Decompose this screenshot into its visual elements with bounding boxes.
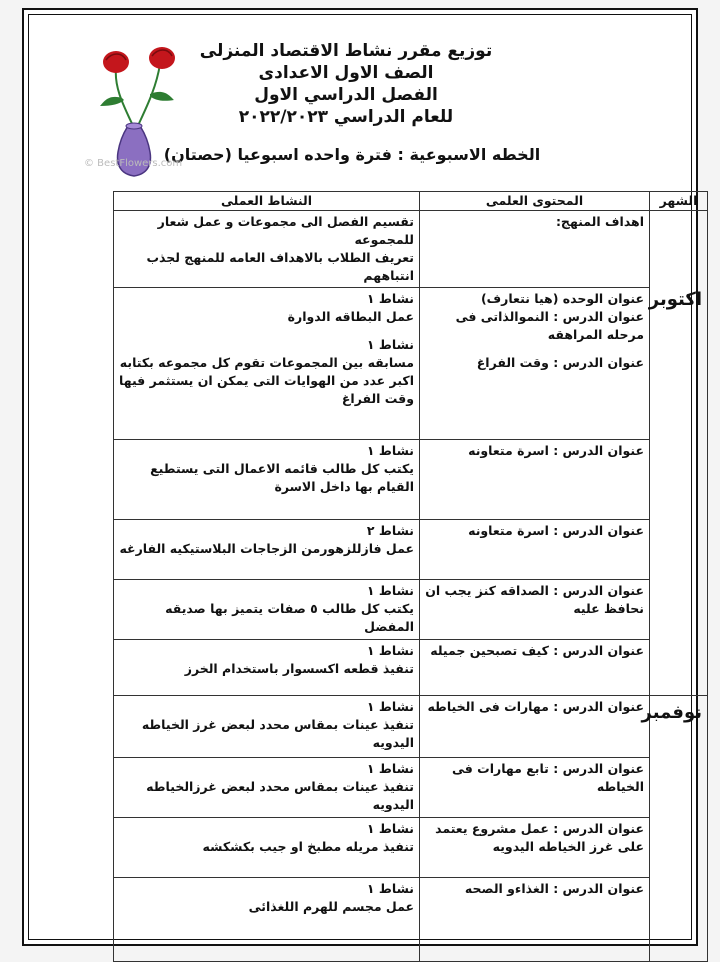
table-row bbox=[114, 520, 708, 580]
content-cell bbox=[420, 440, 650, 520]
content-line: عنوان الوحده (هيا نتعارف) bbox=[480, 291, 644, 306]
activity-cell bbox=[114, 440, 420, 520]
activity-number: نشاط ١ bbox=[366, 291, 414, 306]
document-page bbox=[22, 8, 702, 946]
content-line: عنوان الدرس : اسرة متعاونه bbox=[468, 523, 644, 538]
table-row bbox=[114, 580, 708, 640]
table-row bbox=[114, 211, 708, 288]
content-cell bbox=[420, 640, 650, 696]
content-cell bbox=[420, 211, 650, 288]
table-row bbox=[114, 878, 708, 962]
activity-line: مسابقه بين المجموعات تقوم كل مجموعه بكتابه اكبر عدد من الهوايات التى يمكن ان يستثمر فيها وقت الفراغ bbox=[119, 355, 414, 406]
activity-line: عمل فازللزهورمن الزجاجات البلاستيكيه الفارغه bbox=[119, 541, 414, 556]
content-cell bbox=[420, 758, 650, 818]
activity-line: تعريف الطلاب بالاهداف العامه للمنهج لجذب انتباههم bbox=[146, 250, 414, 283]
activity-number: نشاط ١ bbox=[366, 337, 414, 352]
table-header-row bbox=[114, 192, 708, 211]
content-cell bbox=[420, 696, 650, 758]
content-line: عنوان الدرس : تابع مهارات فى الخياطه bbox=[451, 761, 644, 794]
content-line: عنوان الدرس : وقت الفراغ bbox=[476, 355, 644, 370]
content-line: عنوان الدرس : الغذاءو الصحه bbox=[464, 881, 644, 896]
table-row bbox=[114, 288, 708, 440]
spacer bbox=[425, 344, 644, 354]
activity-number: نشاط ١ bbox=[366, 881, 414, 896]
activity-cell bbox=[114, 818, 420, 878]
watermark: © BestFlowers.com bbox=[84, 158, 183, 169]
table-row bbox=[114, 440, 708, 520]
content-line: عنوان الدرس : النموالذاتى فى مرحله المراهقه bbox=[455, 309, 644, 342]
table-row bbox=[114, 758, 708, 818]
activity-cell bbox=[114, 580, 420, 640]
activity-cell bbox=[114, 696, 420, 758]
activity-line: يكتب كل طالب قائمه الاعمال التى يستطيع القيام بها داخل الاسرة bbox=[150, 461, 414, 494]
header-month: الشهر bbox=[650, 192, 708, 211]
activity-line: عمل البطاقه الدوارة bbox=[287, 309, 414, 324]
content-line: اهداف المنهج: bbox=[555, 214, 644, 229]
activity-cell bbox=[114, 640, 420, 696]
doc-grade: الصف الاول الاعدادى bbox=[258, 63, 434, 83]
content-cell bbox=[420, 878, 650, 962]
document-header bbox=[24, 40, 696, 170]
content-line: عنوان الدرس : مهارات فى الخياطه bbox=[427, 699, 644, 714]
plan-table bbox=[113, 191, 708, 962]
content-line: عنوان الدرس : اسرة متعاونه bbox=[468, 443, 644, 458]
activity-number: نشاط ١ bbox=[366, 761, 414, 776]
spacer bbox=[119, 326, 414, 336]
header-content: المحتوى العلمى bbox=[420, 192, 650, 211]
table-row bbox=[114, 696, 708, 758]
doc-year: للعام الدراسي ٢٠٢٢/٢٠٢٣ bbox=[238, 107, 454, 127]
activity-number: نشاط ١ bbox=[366, 699, 414, 714]
doc-title: توزيع مقرر نشاط الاقتصاد المنزلى bbox=[199, 41, 493, 61]
doc-term: الفصل الدراسي الاول bbox=[254, 85, 438, 105]
activity-cell bbox=[114, 211, 420, 288]
activity-line: تنفيذ عينات بمقاس محدد لبعض غرزالخياطه اليدويه bbox=[146, 779, 414, 812]
month-cell-november bbox=[641, 696, 708, 962]
header-lines bbox=[146, 40, 546, 164]
activity-line: تنفيذ مريله مطبخ او جيب بكشكشه bbox=[202, 839, 414, 854]
content-line: عنوان الدرس : عمل مشروع يعتمد على غرز الخياطه اليدويه bbox=[435, 821, 644, 854]
content-cell bbox=[420, 818, 650, 878]
activity-line: يكتب كل طالب ٥ صفات يتميز بها صديقه المفضل bbox=[165, 601, 414, 634]
activity-cell bbox=[114, 878, 420, 962]
doc-plan: الخطه الاسبوعية : فترة واحده اسبوعيا (حصتان) bbox=[163, 145, 541, 164]
content-line: عنوان الدرس : الصداقه كنز يجب ان نحافظ عليه bbox=[425, 583, 644, 616]
activity-cell bbox=[114, 520, 420, 580]
activity-line: تقسيم الفصل الى مجموعات و عمل شعار للمجموعه bbox=[157, 214, 414, 247]
activity-cell bbox=[114, 288, 420, 440]
month-label: نوفمبر bbox=[641, 702, 702, 723]
activity-cell bbox=[114, 758, 420, 818]
activity-number: نشاط ٢ bbox=[366, 523, 414, 538]
month-label: اكتوبر bbox=[648, 289, 702, 310]
header-activity: النشاط العملى bbox=[114, 192, 420, 211]
activity-line: تنفيذ قطعه اكسسوار باستخدام الخرز bbox=[184, 661, 414, 676]
activity-line: تنفيذ عينات بمقاس محدد لبعض غرز الخياطه اليدويه bbox=[141, 717, 414, 750]
table-row bbox=[114, 818, 708, 878]
activity-number: نشاط ١ bbox=[366, 443, 414, 458]
activity-line: عمل مجسم للهرم اللغذائى bbox=[248, 899, 414, 914]
table-row bbox=[114, 640, 708, 696]
activity-number: نشاط ١ bbox=[366, 821, 414, 836]
activity-number: نشاط ١ bbox=[366, 643, 414, 658]
content-line: عنوان الدرس : كيف تصبحين جميله bbox=[430, 643, 644, 658]
content-cell bbox=[420, 520, 650, 580]
content-cell bbox=[420, 580, 650, 640]
activity-number: نشاط ١ bbox=[366, 583, 414, 598]
content-cell bbox=[420, 288, 650, 440]
month-cell-october bbox=[650, 211, 708, 696]
